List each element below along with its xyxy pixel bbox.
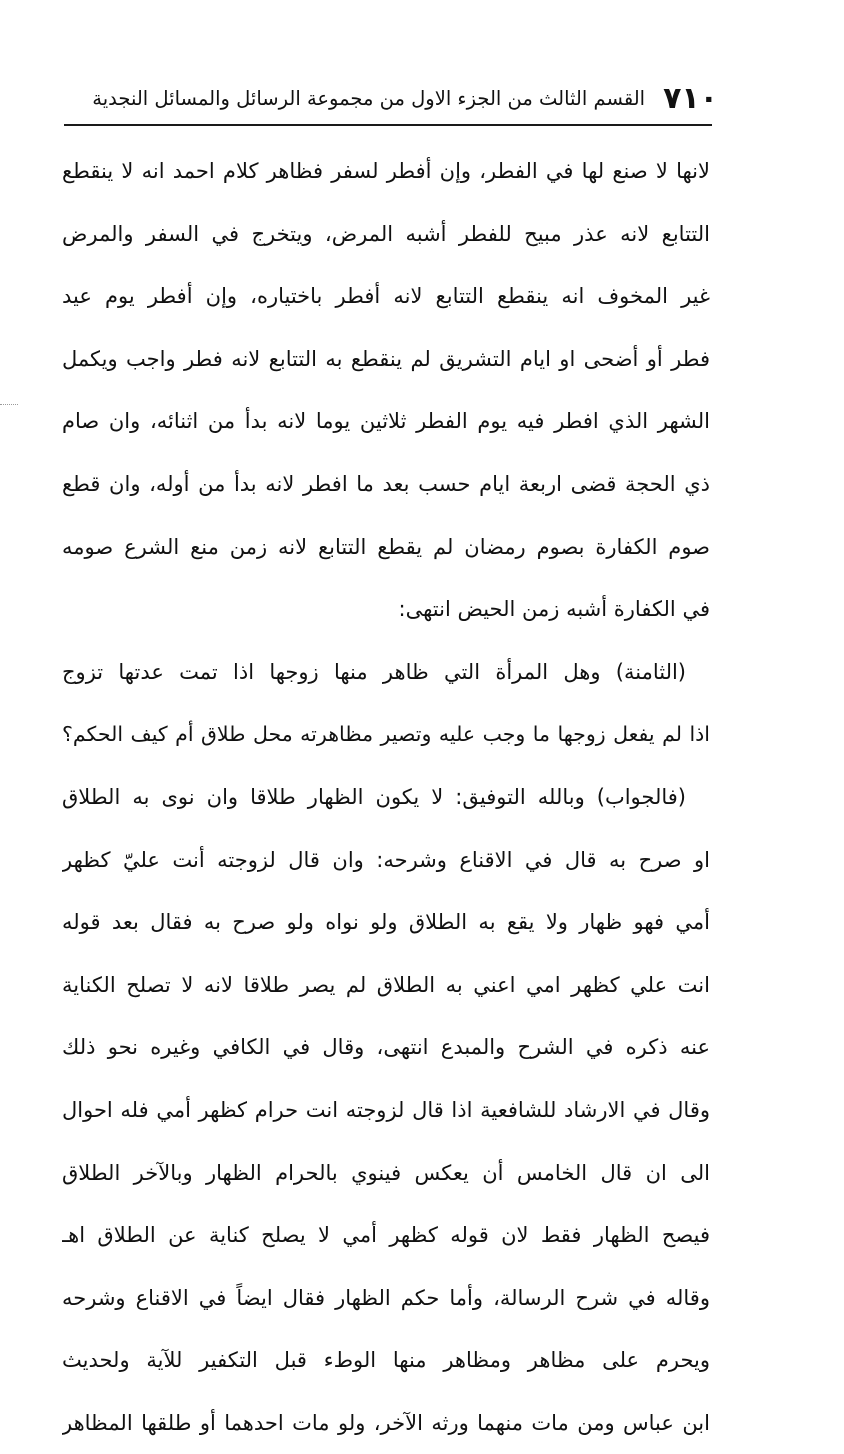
margin-dots (0, 404, 18, 409)
text-line: الشهر الذي افطر فيه يوم الفطر ثلاثين يوما لانه بدأ من اثنائه، وان صام (62, 409, 710, 434)
text-line: عنه ذكره في الشرح والمبدع انتهى، وقال في الكافي وغيره نحو ذلك (62, 1035, 710, 1060)
text-line: فيصح الظهار فقط لان قوله كظهر أمي لا يصلح كناية عن الطلاق اهـ (62, 1223, 710, 1248)
text-line: لانها لا صنع لها في الفطر، وإن أفطر لسفر فظاهر كلام احمد انه لا ينقطع (62, 159, 710, 183)
running-header (88, 76, 718, 116)
text-line: (فالجواب) وبالله التوفيق: لا يكون الظهار طلاقا وان نوى به الطلاق (62, 784, 686, 809)
text-line: صوم الكفارة بصوم رمضان لم يقطع التتابع لانه زمن منع الشرع صومه (62, 534, 710, 559)
text-line: ابن عباس ومن مات منهما ورثه الآخر، ولو مات احدهما أو طلقها المظاهر (62, 1410, 710, 1435)
text-line: فطر أو أضحى او ايام التشريق لم ينقطع به التتابع لانه فطر واجب ويكمل (62, 346, 710, 371)
text-line: أمي فهو ظهار ولا يقع به الطلاق ولو نواه ولو صرح به فقال بعد قوله (62, 910, 710, 935)
text-line: ويحرم على مظاهر ومظاهر منها الوطء قبل التكفير للآية ولحديث (62, 1348, 710, 1373)
text-line: وقاله في شرح الرسالة، وأما حكم الظهار فقال ايضاً في الاقناع وشرحه (62, 1285, 710, 1310)
text-line: وقال في الارشاد للشافعية اذا قال لزوجته انت حرام كظهر أمي فله احوال (62, 1097, 710, 1122)
text-line: انت علي كظهر امي اعني به الطلاق لم يصر طلاقا لانه لا تصلح الكناية (62, 972, 710, 997)
text-line: ذي الحجة قضى اربعة ايام حسب بعد ما افطر لانه بدأ من أوله، وان قطع (62, 471, 710, 496)
text-line: غير المخوف انه ينقطع التتابع لانه أفطر باختياره، وإن أفطر يوم عيد (62, 284, 710, 309)
text-line: الى ان قال الخامس أن يعكس فينوي بالحرام الظهار وبالآخر الطلاق (62, 1160, 710, 1185)
text-line: التتابع لانه عذر مبيح للفطر أشبه المرض، ويتخرج في السفر والمرض (62, 221, 710, 246)
text-line: في الكفارة أشبه زمن الحيض انتهى: (398, 597, 710, 622)
text-line: اذا لم يفعل زوجها ما وجب عليه وتصير مظاهرته محل طلاق أم كيف الحكم؟ (62, 722, 710, 747)
header-rule (64, 124, 712, 126)
body-text (62, 140, 710, 1454)
running-title: القسم الثالث من الجزء الاول من مجموعة الرسائل والمسائل النجدية (92, 87, 646, 110)
text-line: (الثامنة) وهل المرأة التي ظاهر منها زوجها اذا تمت عدتها تزوج (62, 659, 686, 684)
page-number: ٧١٠ (663, 81, 718, 116)
text-line: او صرح به قال في الاقناع وشرحه: وان قال لزوجته أنت عليّ كظهر (62, 847, 710, 872)
